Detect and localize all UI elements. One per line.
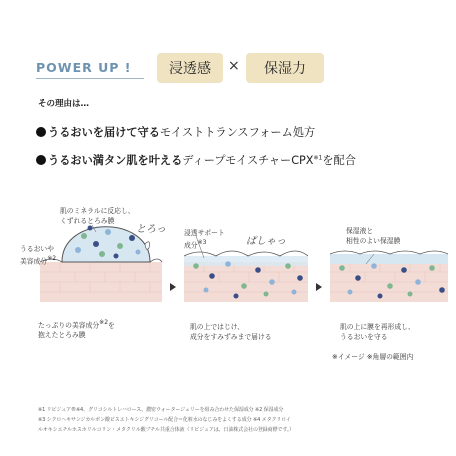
point-2-rest: ディープモイスチャーCPX: [182, 154, 314, 167]
footnote-line-3: ルオキシエチルホスホリルコリン・メタクリル酸ブチル共重合体液（リピジュアは、日油株式会社の登録商標です。）: [38, 427, 295, 433]
step2-hand-text: ぱしゃっ: [246, 236, 286, 247]
power-up-heading: POWER UP !: [36, 60, 132, 75]
point-2-bold: うるおい満タン肌を叶える: [48, 154, 183, 167]
skin-panel-2: [184, 251, 308, 302]
reason-label: その理由は…: [38, 99, 90, 109]
step1-side-label: うるおいや 美容成分※2: [20, 245, 57, 266]
arrow-icon: [170, 283, 176, 291]
step3-top-label: 保湿液と 相性のよい保湿膜: [346, 227, 401, 245]
pill-moisture: 保湿力: [246, 53, 324, 83]
arrow-icon: [316, 283, 322, 291]
step1-caption: たっぷりの美容成分※2を 抱えたとろみ膜: [38, 319, 115, 340]
step2-caption: 肌の上ではじけ、 成分をすみずみまで届ける: [190, 323, 272, 341]
step2-top-label: 浸透サポート 成分※3: [184, 229, 225, 250]
footnote-line-2: ※3 シクロヘキサンジカルボン酸ビスエトキシジグリコール配合＝化粧水のなじみをよくする成分 ※4 メタクリロイ: [38, 417, 291, 423]
pill-penetration: 浸透感: [157, 53, 223, 83]
droplet-icon: [145, 242, 150, 250]
step3-caption: 肌の上に膜を再形成し、 うるおいを守る: [340, 323, 415, 341]
times-symbol: ×: [228, 58, 240, 74]
footnote-line-1: ※1 リピジュア®※4、グリコシルトレハロース、濃密ウォータージェリーを組み合わせた保湿成分 ※2 保湿成分: [38, 407, 284, 413]
point-2-tail: を配合: [322, 154, 356, 167]
step1-top-label: 肌のミネラルに反応し、 くずれるとろみ膜: [60, 207, 135, 225]
skin-panel-1: [40, 262, 162, 302]
point-2-sup: ※1: [313, 154, 323, 162]
step1-hand-text: とろっ: [136, 224, 166, 235]
point-1-bold: うるおいを届けて守る: [48, 126, 160, 139]
skin-panel-3: [330, 251, 448, 302]
point-1-rest: モイストトランスフォーム処方: [159, 126, 316, 139]
image-note: ※イメージ ※角層の範囲内: [332, 353, 414, 361]
